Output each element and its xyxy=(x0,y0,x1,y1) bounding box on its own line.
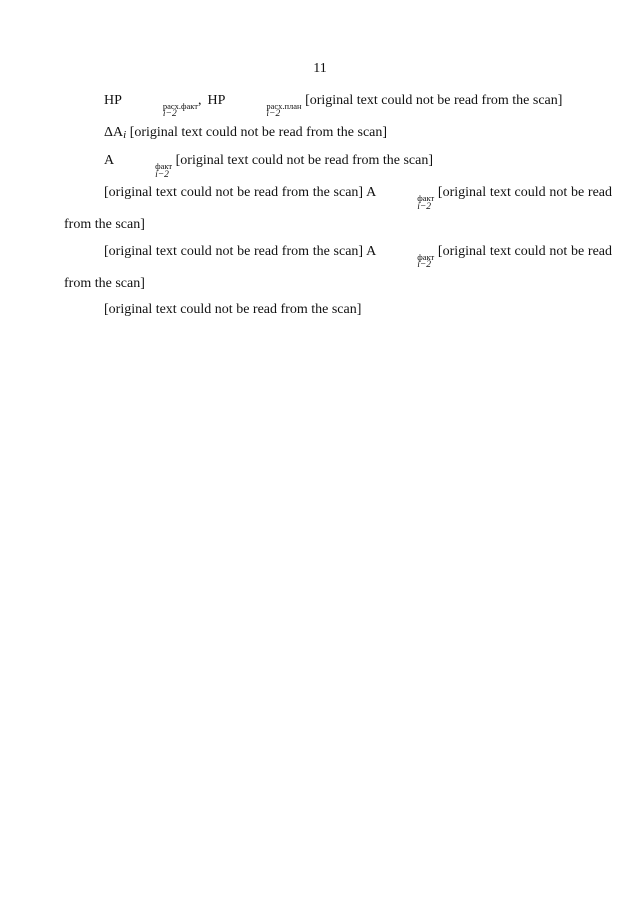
formula-delta-a-base: ΔA xyxy=(104,124,124,140)
formula-hp-base: НР xyxy=(104,93,122,108)
formula-a-fact-indices xyxy=(377,253,434,271)
formula-a-base: A xyxy=(104,153,115,169)
formula-hp-fact-indices xyxy=(123,102,198,120)
paragraph-text: [original text could not be read from the scan] xyxy=(129,124,388,140)
formula-hp-fact xyxy=(104,93,198,120)
formula-a-fact-indices xyxy=(115,162,172,180)
formula-a-fact xyxy=(104,153,173,180)
formula-a-fact xyxy=(366,243,435,271)
paragraph-hp-definition xyxy=(64,88,612,120)
formula-a-fact-sub: i−2 xyxy=(417,260,431,271)
paragraph-text-after: [original text could not be read from the scan] xyxy=(64,243,613,291)
formula-hp-plan-base: НР xyxy=(207,93,226,108)
paragraph-text-before: [original text could not be read from the scan] xyxy=(104,243,364,259)
paragraph-text-before: [original text could not be read from the scan] xyxy=(104,185,364,201)
formula-a-base: A xyxy=(366,185,377,201)
formula-a-fact-sup: факт xyxy=(417,193,435,204)
formula-hp-plan-indices xyxy=(226,102,301,120)
paragraph-text: [original text could not be read from the scan] xyxy=(305,93,563,108)
formula-hp-plan-sup: расх.план xyxy=(266,100,302,111)
paragraph-not-exceeded xyxy=(64,180,612,238)
formula-a-base: A xyxy=(366,243,377,259)
formula-a-fact-sup: факт xyxy=(417,251,435,262)
formula-hp-fact-sub: i−2 xyxy=(162,109,177,120)
page-number: 11 xyxy=(313,61,327,76)
paragraph-delta-a xyxy=(64,120,612,149)
formula-hp-plan-sub: i−2 xyxy=(266,109,281,120)
formula-delta-a xyxy=(104,125,126,140)
paragraph-text: [original text could not be read from the scan] xyxy=(104,301,362,317)
formula-comma: , xyxy=(197,93,202,108)
paragraph-a-fact-limit xyxy=(64,239,612,297)
formula-hp-fact-sup: расх.факт xyxy=(162,100,198,111)
formula-a-fact-sub: i−2 xyxy=(155,169,169,180)
paragraph-a-fact-definition xyxy=(64,148,612,180)
formula-a-fact-sub: i−2 xyxy=(417,201,431,212)
formula-a-fact-indices xyxy=(377,194,434,212)
paragraph-exceeded xyxy=(64,297,612,323)
formula-hp-plan xyxy=(207,93,302,120)
paragraph-text: [original text could not be read from the scan] xyxy=(175,153,433,169)
paragraph-text-after: [original text could not be read from the scan] xyxy=(64,185,613,233)
formula-delta-a-sub: i xyxy=(123,129,127,142)
formula-a-fact-sup: факт xyxy=(155,161,173,172)
document-body xyxy=(64,88,612,323)
formula-a-fact xyxy=(366,185,435,212)
